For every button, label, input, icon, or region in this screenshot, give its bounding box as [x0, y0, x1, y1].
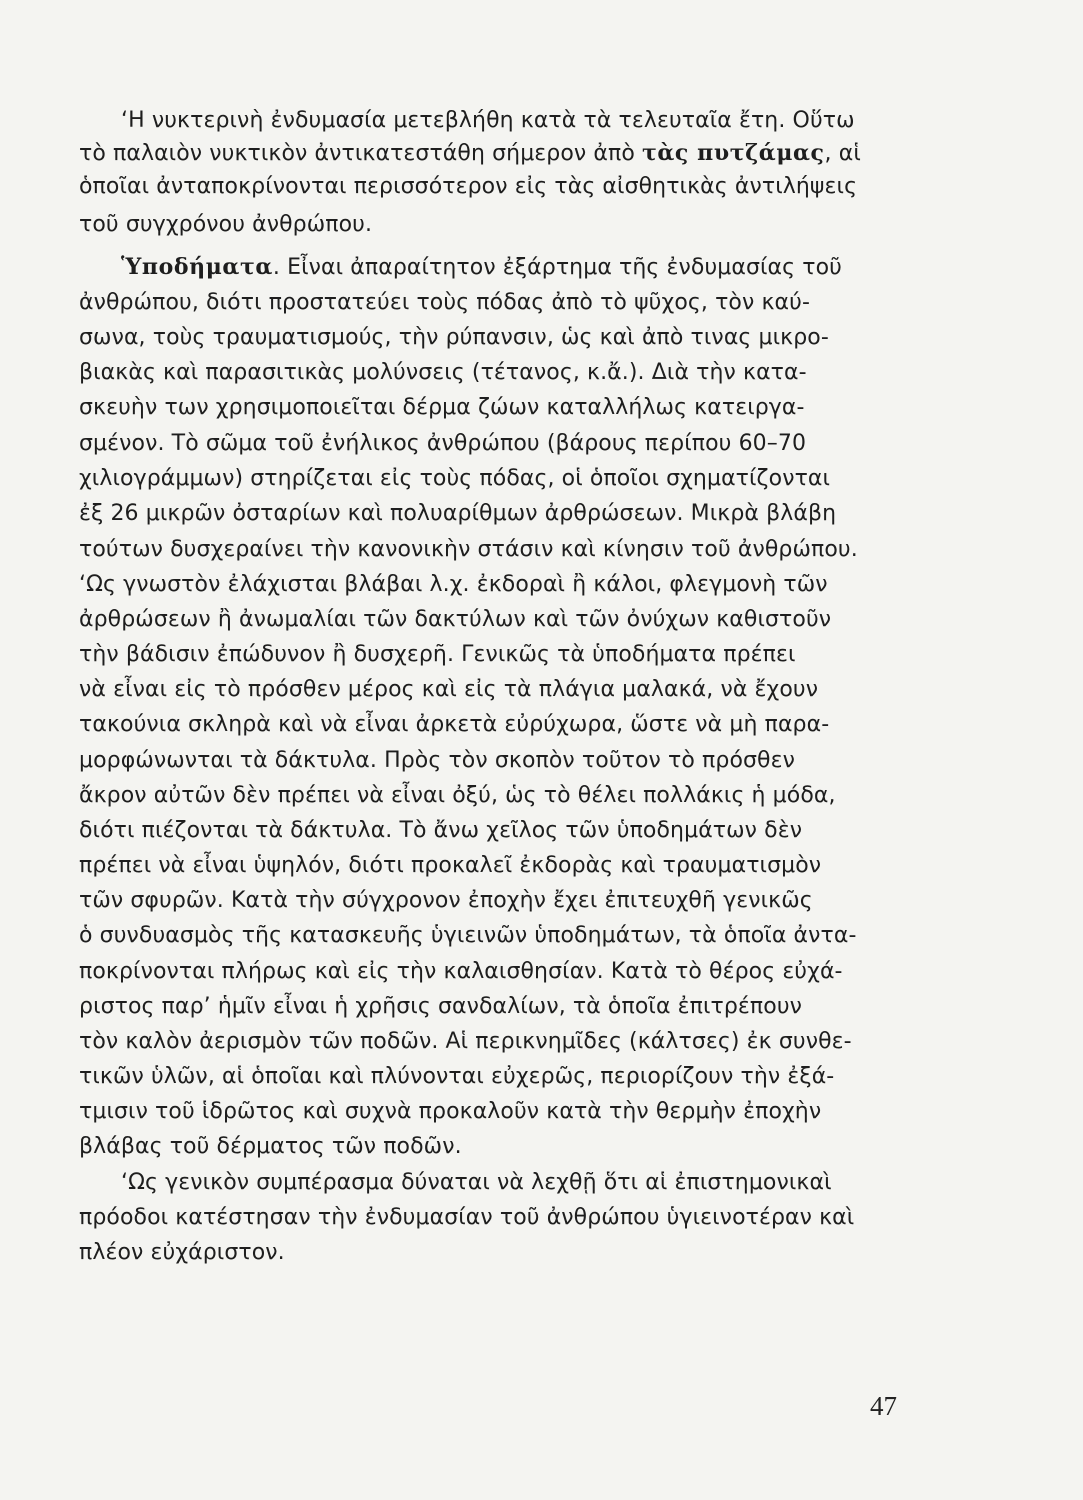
text-line: χιλιογράμμων) στηρίζεται εἰς τοὺς πόδας, οἱ ὁποῖοι σχηματίζονται: [79, 466, 831, 491]
text-line: ποκρίνονται πλήρως καὶ εἰς τὴν καλαισθησίαν. Κατὰ τὸ θέρος εὐχά-: [79, 959, 843, 984]
section-heading: Ὑποδήματα: [121, 254, 273, 280]
text-line: βιακὰς καὶ παρασιτικὰς μολύνσεις (τέτανος, κ.ἄ.). Διὰ τὴν κατα-: [79, 360, 807, 385]
text-line: νὰ εἶναι εἰς τὸ πρόσθεν μέρος καὶ εἰς τὰ πλάγια μαλακά, νὰ ἔχουν: [79, 677, 819, 702]
text-line: [79, 137, 909, 170]
text-line: τμισιν τοῦ ἱδρῶτος καὶ συχνὰ προκαλοῦν κατὰ τὴν θερμὴν ἐποχὴν: [79, 1099, 822, 1124]
text-line: πρόοδοι κατέστησαν τὴν ἐνδυμασίαν τοῦ ἀνθρώπου ὑγιεινοτέραν καὶ: [79, 1205, 855, 1230]
text-line: σκευὴν των χρησιμοποιεῖται δέρμα ζώων καταλλήλως κατειργα-: [79, 395, 805, 420]
page-number: 47: [870, 1391, 897, 1421]
text-line: ἄκρον αὐτῶν δὲν πρέπει νὰ εἶναι ὀξύ, ὡς τὸ θέλει πολλάκις ἡ μόδα,: [79, 783, 836, 808]
text-line: τούτων δυσχεραίνει τὴν κανονικὴν στάσιν καὶ κίνησιν τοῦ ἀνθρώπου.: [79, 537, 858, 562]
text-run: τὸ παλαιὸν νυκτικὸν ἀντικατεστάθη σήμερον ἀπὸ: [79, 141, 642, 166]
text-line: πρέπει νὰ εἶναι ὑψηλόν, διότι προκαλεῖ ἐκδορὰς καὶ τραυματισμὸν: [79, 853, 822, 878]
text-line: πλέον εὐχάριστον.: [79, 1240, 285, 1265]
text-line: τακούνια σκληρὰ καὶ νὰ εἶναι ἀρκετὰ εὐρύχωρα, ὥστε νὰ μὴ παρα-: [79, 712, 830, 737]
text-line: τοῦ συγχρόνου ἀνθρώπου.: [79, 212, 373, 237]
text-line: [121, 251, 909, 284]
text-line: τὴν βάδισιν ἐπώδυνον ἢ δυσχερῆ. Γενικῶς τὰ ὑποδήματα πρέπει: [79, 642, 796, 667]
bold-term: τὰς πυτζάμας: [642, 140, 825, 166]
text-line: σμένον. Τὸ σῶμα τοῦ ἐνήλικος ἀνθρώπου (βάρους περίπου 60–70: [79, 431, 807, 456]
text-line: ὁ συνδυασμὸς τῆς κατασκευῆς ὑγιεινῶν ὑποδημάτων, τὰ ὁποῖα ἀντα-: [79, 923, 857, 948]
text-line: ‘Ως γενικὸν συμπέρασμα δύναται νὰ λεχθῇ ὅτι αἱ ἐπιστημονικαὶ: [121, 1170, 832, 1195]
text-run: . Εἶναι ἀπαραίτητον ἐξάρτημα τῆς ἐνδυμασίας τοῦ: [272, 255, 843, 280]
text-line: ἀνθρώπου, διότι προστατεύει τοὺς πόδας ἀπὸ τὸ ψῦχος, τὸν καύ-: [79, 290, 811, 315]
text-line: ὁποῖαι ἀνταποκρίνονται περισσότερον εἰς τὰς αἰσθητικὰς ἀντιλήψεις: [79, 174, 858, 199]
text-line: μορφώνωνται τὰ δάκτυλα. Πρὸς τὸν σκοπὸν τοῦτον τὸ πρόσθεν: [79, 748, 795, 773]
text-line: τικῶν ὑλῶν, αἱ ὁποῖαι καὶ πλύνονται εὐχερῶς, περιορίζουν τὴν ἐξά-: [79, 1064, 835, 1089]
text-line: ‘Η νυκτερινὴ ἐνδυμασία μετεβλήθη κατὰ τὰ τελευταῖα ἔτη. Οὕτω: [121, 108, 855, 133]
text-line: τὸν καλὸν ἀερισμὸν τῶν ποδῶν. Αἱ περικνημῖδες (κάλτσες) ἐκ συνθε-: [79, 1029, 852, 1054]
text-line: διότι πιέζονται τὰ δάκτυλα. Τὸ ἄνω χεῖλος τῶν ὑποδημάτων δὲν: [79, 818, 803, 843]
text-line: ριστος παρ’ ἡμῖν εἶναι ἡ χρῆσις σανδαλίων, τὰ ὁποῖα ἐπιτρέπουν: [79, 994, 803, 1019]
text-line: ἀρθρώσεων ἢ ἀνωμαλίαι τῶν δακτύλων καὶ τῶν ὀνύχων καθιστοῦν: [79, 607, 832, 632]
text-line: τῶν σφυρῶν. Κατὰ τὴν σύγχρονον ἐποχὴν ἔχει ἐπιτευχθῆ γενικῶς: [79, 888, 813, 913]
text-line: ‘Ως γνωστὸν ἐλάχισται βλάβαι λ.χ. ἐκδοραὶ ἢ κάλοι, φλεγμονὴ τῶν: [79, 572, 828, 597]
text-line: ἐξ 26 μικρῶν ὀσταρίων καὶ πολυαρίθμων ἀρθρώσεων. Μικρὰ βλάβη: [79, 501, 837, 526]
text-run: , αἱ: [824, 141, 861, 166]
text-line: σωνα, τοὺς τραυματισμούς, τὴν ρύπανσιν, ὡς καὶ ἀπὸ τινας μικρο-: [79, 325, 829, 350]
text-line: βλάβας τοῦ δέρματος τῶν ποδῶν.: [79, 1134, 462, 1159]
